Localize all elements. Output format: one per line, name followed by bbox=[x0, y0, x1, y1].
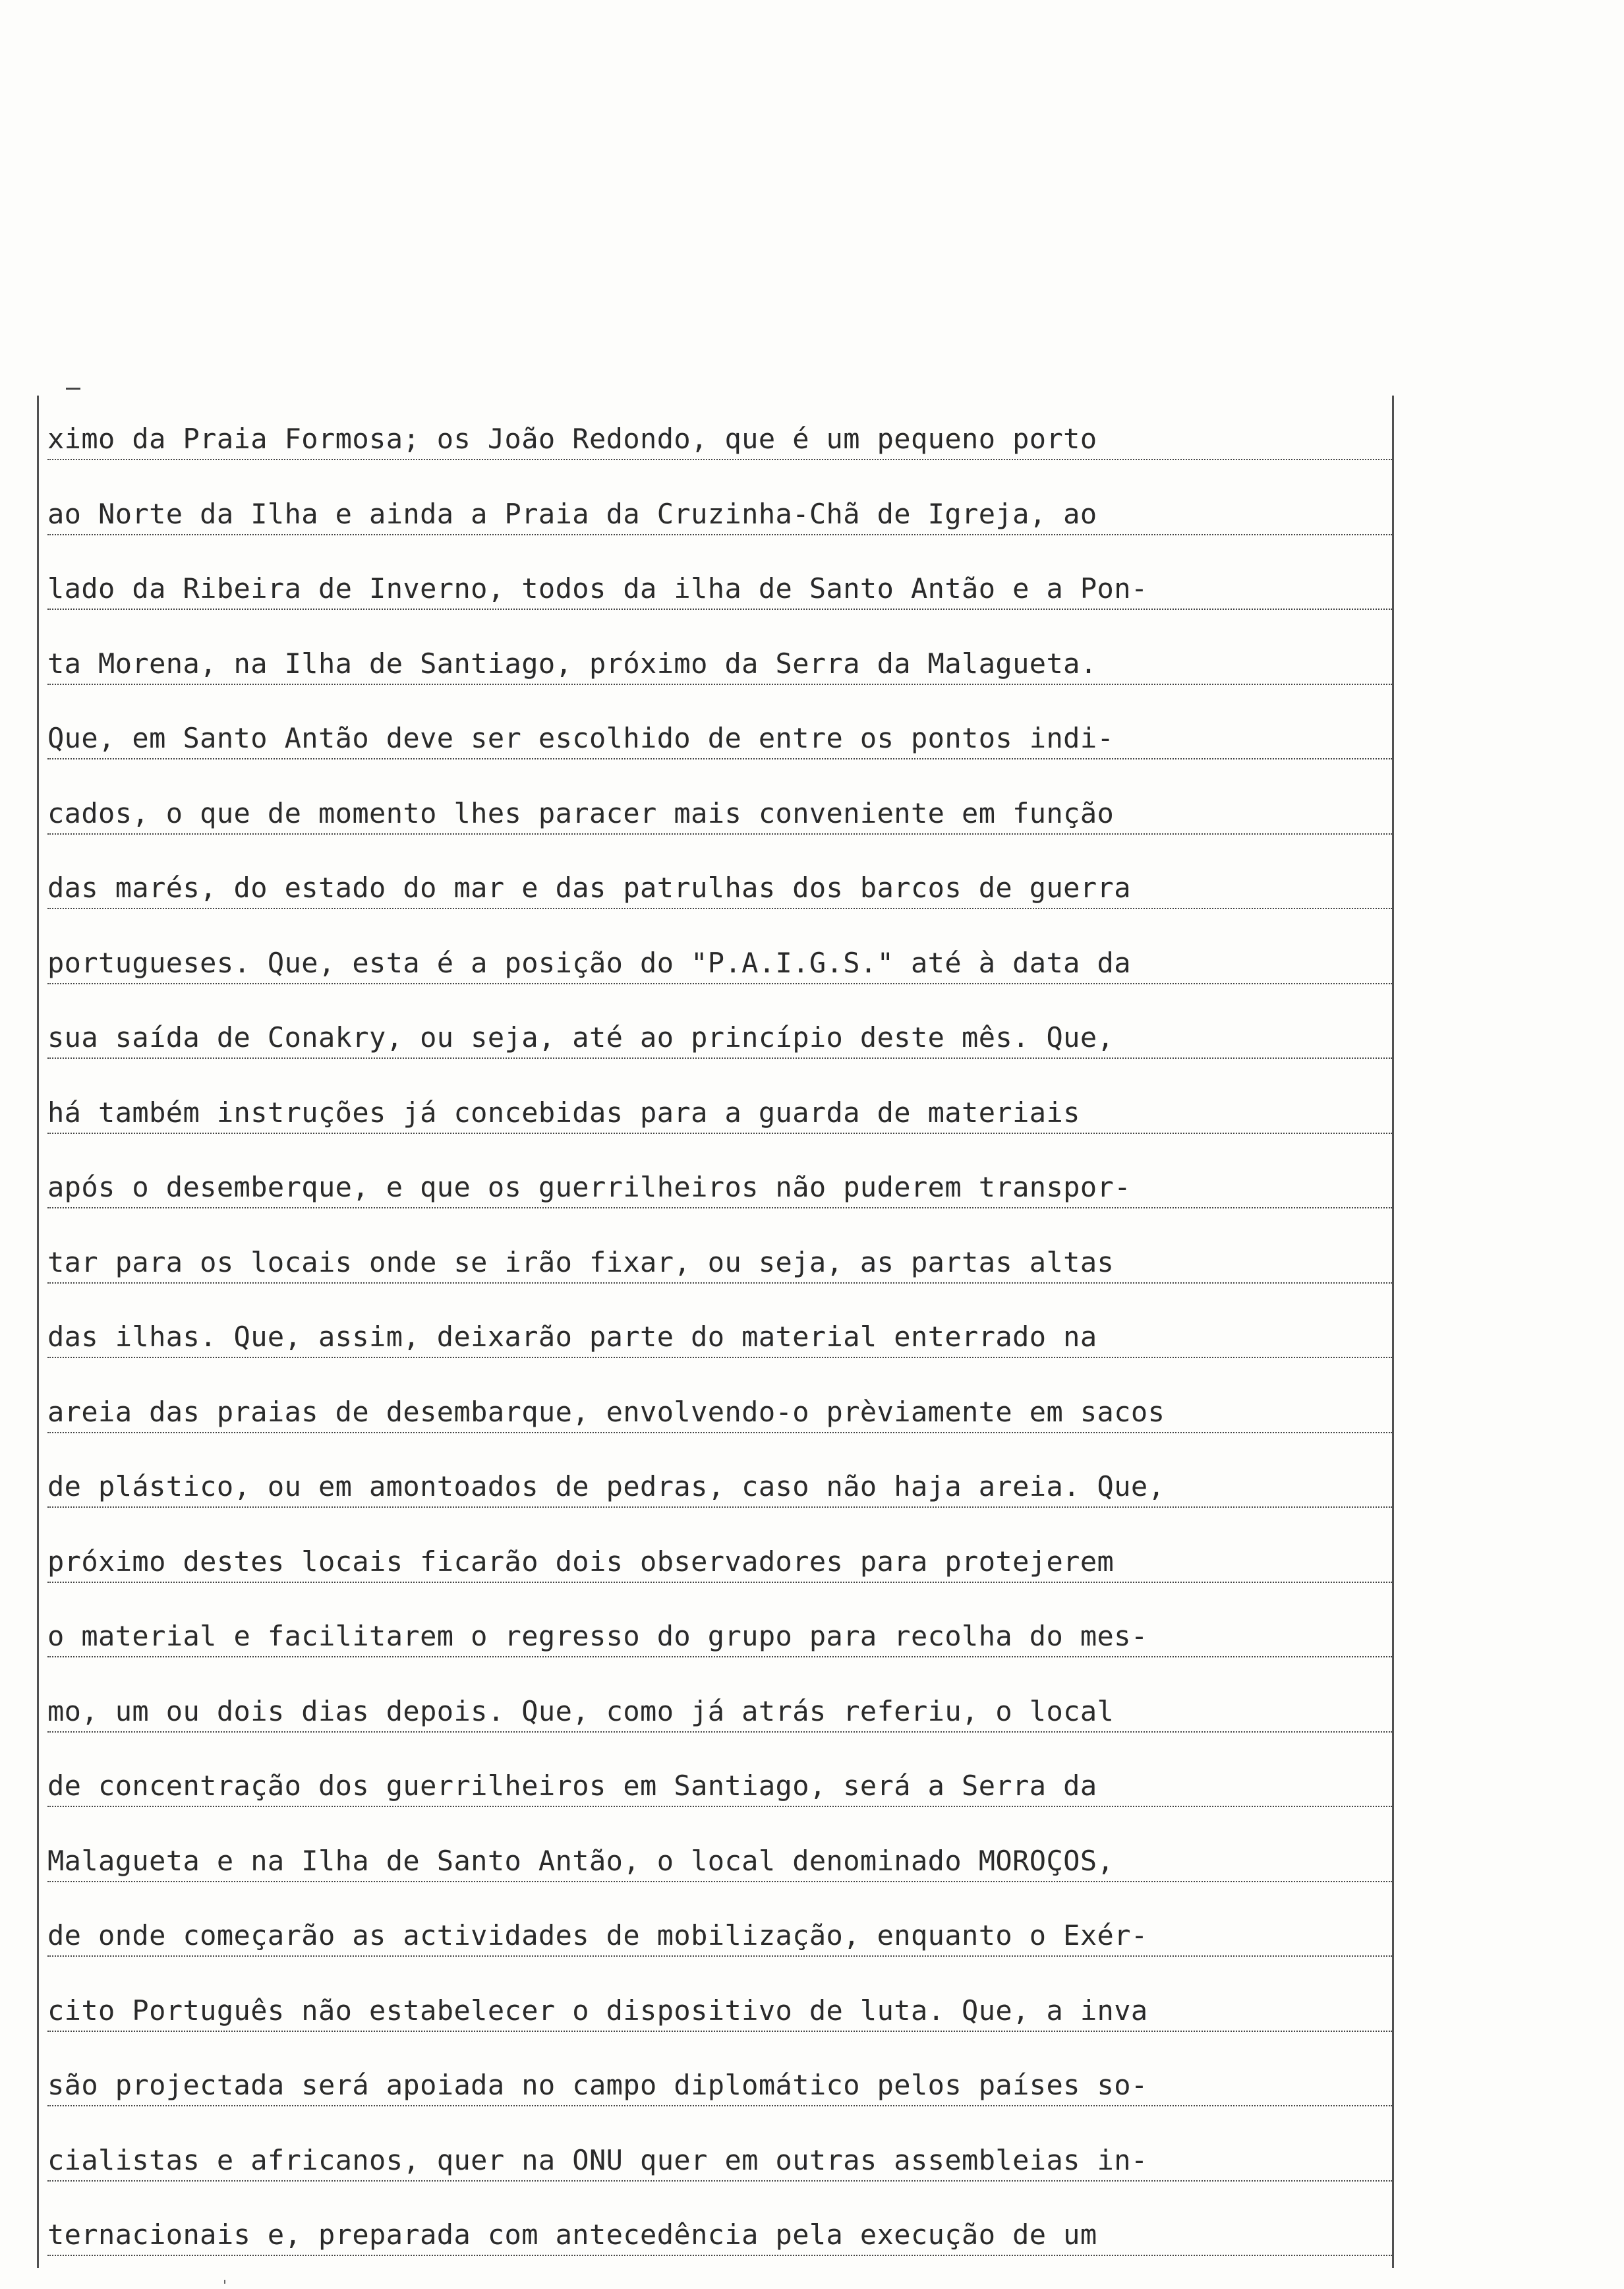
text-line bbox=[47, 1530, 1392, 1605]
dotted-rule bbox=[47, 1656, 1392, 1657]
text-line bbox=[47, 1605, 1392, 1680]
dotted-rule bbox=[47, 1282, 1392, 1284]
left-margin-rule bbox=[37, 396, 39, 2268]
dotted-rule bbox=[47, 2105, 1392, 2106]
dotted-rule bbox=[47, 1207, 1392, 1208]
dotted-rule bbox=[47, 1357, 1392, 1358]
text-line bbox=[47, 782, 1392, 857]
line-text: das ilhas. Que, assim, deixarão parte do material enterrado na bbox=[47, 1321, 1097, 1353]
line-text: lado da Ribeira de Inverno, todos da ilha de Santo Antão e a Pon- bbox=[47, 572, 1148, 605]
dotted-rule bbox=[47, 1731, 1392, 1733]
line-text: cados, o que de momento lhes paracer mais conveniente em função bbox=[47, 796, 1115, 829]
dotted-rule bbox=[47, 1432, 1392, 1433]
dotted-rule bbox=[47, 983, 1392, 984]
right-margin-rule bbox=[1392, 396, 1394, 2268]
text-line bbox=[47, 2054, 1392, 2129]
text-line bbox=[47, 483, 1392, 558]
text-line bbox=[47, 1829, 1392, 1905]
dotted-rule bbox=[47, 1955, 1392, 1957]
dotted-rule bbox=[47, 1133, 1392, 1134]
dotted-rule bbox=[47, 684, 1392, 685]
line-text: portugueses. Que, esta é a posição do "P.A.I.G.S." até à data da bbox=[47, 946, 1131, 979]
line-text: ximo da Praia Formosa; os João Redondo, que é um pequeno porto bbox=[47, 423, 1097, 455]
line-text: ta Morena, na Ilha de Santiago, próximo da Serra da Malagueta. bbox=[47, 647, 1097, 680]
dotted-rule bbox=[47, 2180, 1392, 2182]
line-text: próximo destes locais ficarão dois observadores para protejerem bbox=[47, 1545, 1115, 1578]
dotted-rule bbox=[47, 1506, 1392, 1508]
dotted-rule bbox=[47, 1806, 1392, 1807]
line-text: ao Norte da Ilha e ainda a Praia da Cruzinha-Chã de Igreja, ao bbox=[47, 497, 1097, 530]
line-text: de onde começarão as actividades de mobilização, enquanto o Exér- bbox=[47, 1919, 1148, 1951]
line-text: sua saída de Conakry, ou seja, até ao princípio deste mês. Que, bbox=[47, 1021, 1115, 1054]
text-line bbox=[47, 1231, 1392, 1306]
text-line bbox=[47, 707, 1392, 782]
dotted-rule bbox=[47, 833, 1392, 835]
text-line bbox=[47, 1381, 1392, 1456]
line-text: areia das praias de desembarque, envolvendo-o prèviamente em sacos bbox=[47, 1395, 1165, 1428]
dotted-rule bbox=[47, 2255, 1392, 2256]
text-line bbox=[47, 1156, 1392, 1231]
dotted-rule bbox=[47, 758, 1392, 759]
line-text: ternacionais e, preparada com antecedência pela execução de um bbox=[47, 2218, 1097, 2251]
text-line bbox=[47, 632, 1392, 707]
line-text: são projectada será apoiada no campo diplomático pelos países so- bbox=[47, 2069, 1148, 2101]
text-line bbox=[47, 1904, 1392, 1979]
line-text: mo, um ou dois dias depois. Que, como já atrás referiu, o local bbox=[47, 1694, 1115, 1727]
line-text: o material e facilitarem o regresso do grupo para recolha do mes- bbox=[47, 1620, 1148, 1652]
text-line bbox=[47, 2203, 1392, 2278]
dotted-rule bbox=[47, 534, 1392, 535]
top-mark bbox=[66, 388, 80, 390]
dotted-rule bbox=[47, 459, 1392, 460]
text-line bbox=[47, 407, 1392, 483]
text-line bbox=[47, 1081, 1392, 1156]
line-text: após o desemberque, e que os guerrilheiros não puderem transpor- bbox=[47, 1171, 1131, 1203]
text-line bbox=[47, 1754, 1392, 1829]
line-text: de plástico, ou em amontoados de pedras, caso não haja areia. Que, bbox=[47, 1470, 1165, 1502]
text-line bbox=[47, 932, 1392, 1007]
dotted-rule bbox=[47, 908, 1392, 909]
line-text: tar para os locais onde se irão fixar, ou seja, as partas altas bbox=[47, 1245, 1115, 1278]
line-text: de concentração dos guerrilheiros em Santiago, será a Serra da bbox=[47, 1769, 1097, 1802]
text-line bbox=[47, 1455, 1392, 1530]
line-text: das marés, do estado do mar e das patrulhas dos barcos de guerra bbox=[47, 872, 1131, 904]
text-line bbox=[47, 1305, 1392, 1381]
dotted-rule bbox=[47, 1582, 1392, 1583]
text-line bbox=[47, 2129, 1392, 2204]
line-text: Que, em Santo Antão deve ser escolhido de entre os pontos indi- bbox=[47, 722, 1115, 754]
dotted-rule bbox=[47, 1881, 1392, 1882]
text-line bbox=[47, 1979, 1392, 2054]
text-line bbox=[47, 1680, 1392, 1755]
text-line bbox=[47, 557, 1392, 632]
typed-text-block bbox=[47, 407, 1392, 2278]
line-text: Malagueta e na Ilha de Santo Antão, o local denominado MOROÇOS, bbox=[47, 1844, 1115, 1877]
line-text: há também instruções já concebidas para a guarda de materiais bbox=[47, 1096, 1080, 1129]
line-text: cito Português não estabelecer o dispositivo de luta. Que, a inva bbox=[47, 1994, 1148, 2027]
bottom-mark bbox=[224, 2280, 225, 2284]
dotted-rule bbox=[47, 2031, 1392, 2032]
text-line bbox=[47, 1006, 1392, 1081]
line-text: cialistas e africanos, quer na ONU quer em outras assembleias in- bbox=[47, 2143, 1148, 2176]
text-line bbox=[47, 856, 1392, 932]
dotted-rule bbox=[47, 609, 1392, 610]
dotted-rule bbox=[47, 1057, 1392, 1059]
